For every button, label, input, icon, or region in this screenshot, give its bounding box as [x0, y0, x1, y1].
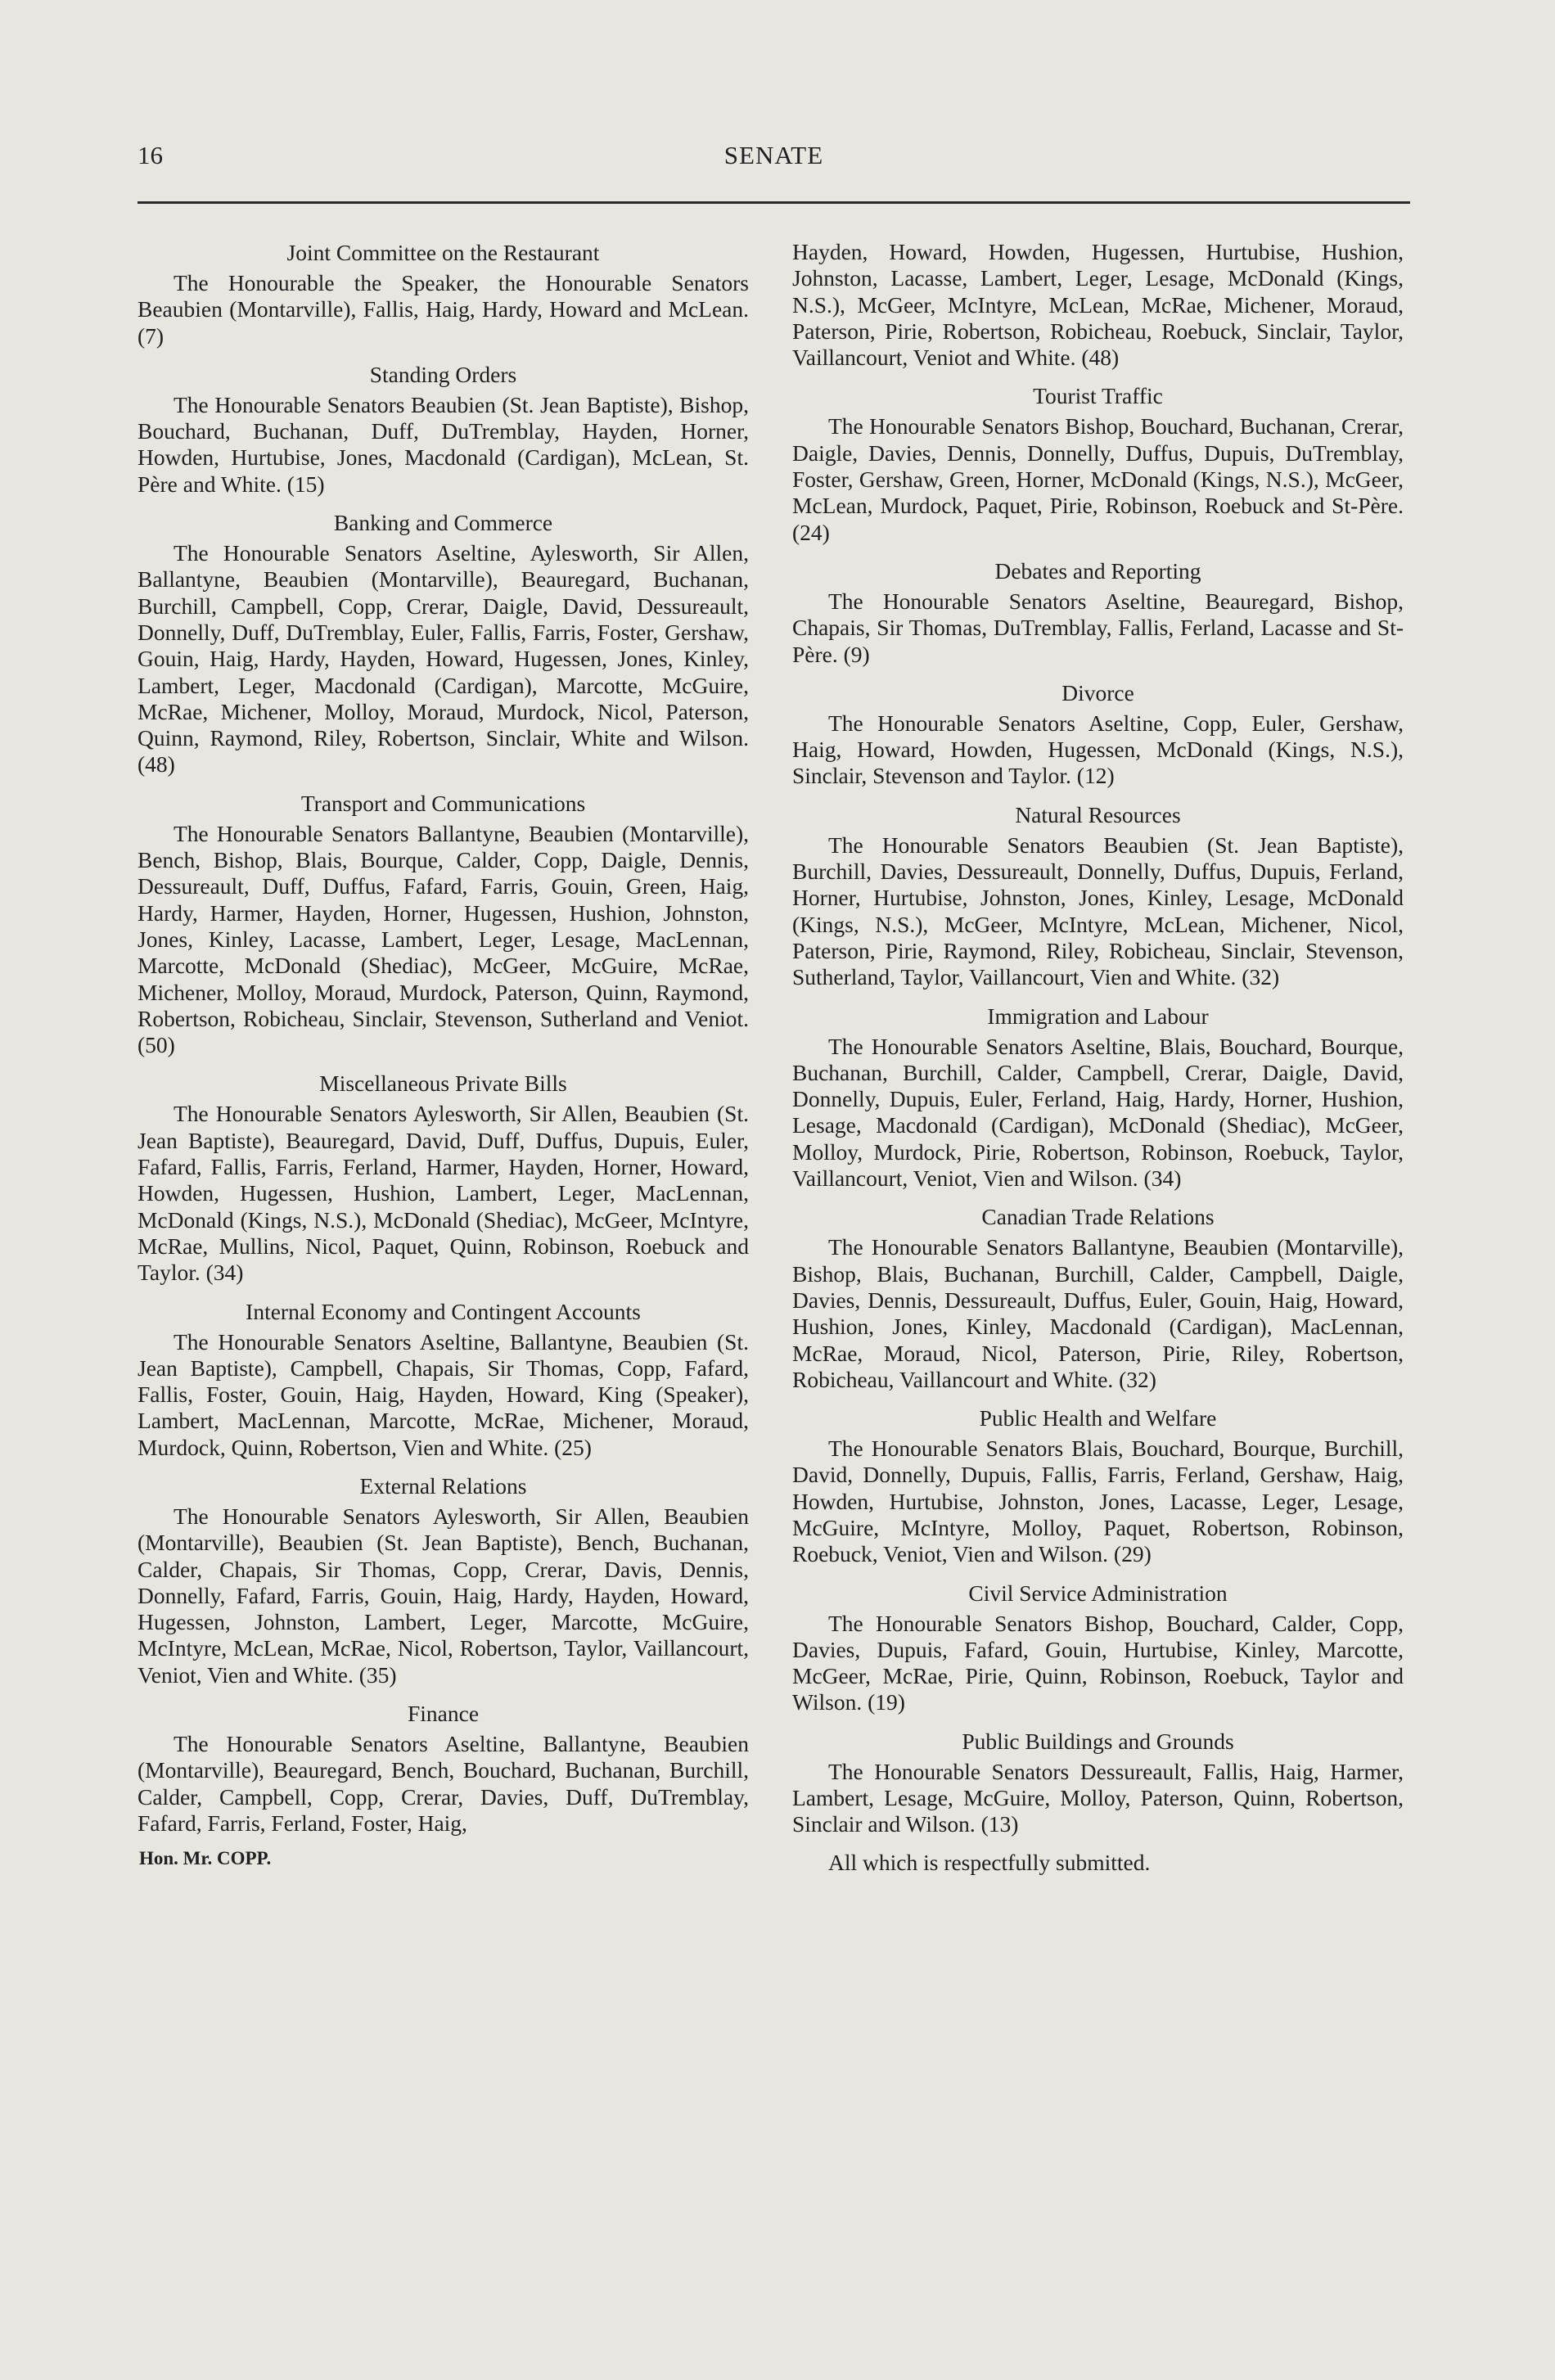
committee-members: The Honourable Senators Blais, Bouchard, Bourque, Burchill, David, Donnelly, Dupuis, Fallis, Farris, Ferland, Gershaw, Haig, Howden, Hurtubise, Johnston, Jones, Lacasse, Leger, Lesage, McGuire, McIntyre, Molloy, Paquet, Robertson, Robinson, Roebuck, Veniot, Vien and Wilson. (29) [792, 1436, 1404, 1567]
committee-title: Banking and Commerce [333, 510, 553, 536]
committee-title: Transport and Communications [300, 790, 586, 816]
committee-title: Public Health and Welfare [979, 1405, 1217, 1431]
page-header [137, 141, 1410, 190]
committee-title: Finance [407, 1701, 480, 1727]
committee-title: Civil Service Administration [968, 1580, 1228, 1606]
committee-members: The Honourable the Speaker, the Honourable Senators Beaubien (Montarville), Fallis, Haig, Hardy, Howard and McLean. (7) [137, 270, 749, 349]
committee-title: Miscellaneous Private Bills [319, 1071, 567, 1097]
signature: Hon. Mr. COPP. [139, 1848, 272, 1869]
committee-section [792, 557, 1404, 668]
committee-section [792, 1580, 1404, 1716]
header-rule [137, 201, 1410, 204]
committee-members: The Honourable Senators Bishop, Bouchard, Calder, Copp, Davies, Dupuis, Fafard, Gouin, Hurtubise, Kinley, Marcotte, McGeer, McRae, Pirie, Quinn, Robinson, Roebuck, Taylor and Wilson. (19) [792, 1610, 1404, 1715]
committee-section [137, 1298, 749, 1461]
committee-section [137, 239, 749, 349]
committee-section [792, 1003, 1404, 1192]
committee-title: Internal Economy and Contingent Accounts [246, 1298, 641, 1324]
committee-members: The Honourable Senators Beaubien (St. Jean Baptiste), Burchill, Davies, Dessureault, Donnelly, Duffus, Dupuis, Ferland, Horner, Hurtubise, Johnston, Jones, Kinley, Lesage, McDonald (Kings, N.S.), McGeer, McIntyre, McLean, Michener, Nicol, Paterson, Pirie, Raymond, Riley, Robicheau, Sinclair, Stevenson, Sutherland, Taylor, Vaillancourt, Vien and White. (32) [792, 832, 1404, 990]
committee-title: Standing Orders [369, 361, 517, 387]
committee-members: The Honourable Senators Dessureault, Fallis, Haig, Harmer, Lambert, Lesage, McGuire, Molloy, Paterson, Quinn, Robertson, Sinclair and Wilson. (13) [792, 1758, 1404, 1837]
running-head: SENATE [723, 141, 824, 169]
committee-section [137, 1472, 749, 1688]
committee-section [792, 679, 1404, 790]
closing-statement: All which is respectfully submitted. [828, 1849, 1151, 1875]
committee-members: The Honourable Senators Ballantyne, Beaubien (Montarville), Bishop, Blais, Buchanan, Burchill, Calder, Campbell, Daigle, Davies, Dennis, Dessureault, Duffus, Euler, Gouin, Haig, Howard, Hushion, Jones, Kinley, Macdonald (Cardigan), MacLennan, McRae, Moraud, Nicol, Paterson, Pirie, Riley, Robertson, Robicheau, Vaillancourt and White. (32) [792, 1234, 1404, 1392]
committee-title: Immigration and Labour [987, 1003, 1209, 1029]
committee-title: Canadian Trade Relations [981, 1204, 1215, 1230]
committee-section [137, 1070, 749, 1286]
committee-members: The Honourable Senators Aseltine, Copp, Euler, Gershaw, Haig, Howard, Howden, Hugessen, McDonald (Kings, N.S.), Sinclair, Stevenson and Taylor. (12) [792, 710, 1404, 789]
committee-members: The Honourable Senators Aseltine, Beauregard, Bishop, Chapais, Sir Thomas, DuTremblay, Fallis, Ferland, Lacasse and St-Père. (9) [792, 588, 1404, 667]
committee-title: Debates and Reporting [994, 557, 1201, 584]
left-column [137, 239, 749, 1869]
committee-members: The Honourable Senators Aseltine, Ballantyne, Beaubien (St. Jean Baptiste), Campbell, Chapais, Sir Thomas, Copp, Fafard, Fallis, Foster, Gouin, Haig, Hayden, Howard, King (Speaker), Lambert, MacLennan, Marcotte, McRae, Michener, Moraud, Murdock, Quinn, Robertson, Vien and White. (25) [137, 1328, 749, 1460]
committee-section [792, 239, 1404, 371]
committee-section [137, 509, 749, 778]
committee-title: Divorce [1061, 679, 1134, 705]
committee-title: External Relations [359, 1472, 527, 1499]
committee-section [137, 361, 749, 498]
committee-section [137, 1700, 749, 1837]
committee-section [792, 1203, 1404, 1393]
committee-members: The Honourable Senators Aseltine, Ballantyne, Beaubien (Montarville), Beauregard, Bench, Bouchard, Buchanan, Burchill, Calder, Campbell, Copp, Crerar, Davies, Duff, DuTremblay, Fafard, Farris, Ferland, Foster, Haig, [137, 1731, 749, 1836]
committee-members: The Honourable Senators Ballantyne, Beaubien (Montarville), Bench, Bishop, Blais, Bourque, Calder, Copp, Daigle, Dennis, Dessureault, Duff, Duffus, Fafard, Farris, Gouin, Green, Haig, Hardy, Harmer, Hayden, Horner, Hugessen, Hushion, Johnston, Jones, Kinley, Lacasse, Lambert, Leger, Lesage, MacLennan, Marcotte, McDonald (Shediac), McGeer, McGuire, McRae, Michener, Molloy, Moraud, Murdock, Paterson, Quinn, Raymond, Robertson, Robicheau, Sinclair, Stevenson, Sutherland and Veniot. (50) [137, 820, 749, 1058]
committee-members: Hayden, Howard, Howden, Hugessen, Hurtubise, Hushion, Johnston, Lacasse, Lambert, Leger, Lesage, McDonald (Kings, N.S.), McGeer, McIntyre, McLean, McRae, Michener, Moraud, Paterson, Pirie, Robertson, Robicheau, Roebuck, Sinclair, Taylor, Vaillancourt, Veniot and White. (48) [792, 239, 1404, 371]
committee-section [137, 790, 749, 1059]
committee-section [792, 801, 1404, 991]
committee-members: The Honourable Senators Aylesworth, Sir Allen, Beaubien (St. Jean Baptiste), Beauregard, David, Duff, Duffus, Dupuis, Euler, Fafard, Fallis, Farris, Ferland, Harmer, Hayden, Horner, Howard, Howden, Hugessen, Hushion, Lambert, Leger, MacLennan, McDonald (Kings, N.S.), McDonald (Shediac), McGeer, McIntyre, McRae, Mullins, Nicol, Paquet, Quinn, Robinson, Roebuck and Taylor. (34) [137, 1101, 749, 1286]
committee-title: Natural Resources [1015, 801, 1181, 827]
right-column [792, 239, 1404, 1876]
committee-section [792, 1728, 1404, 1838]
committee-title: Joint Committee on the Restaurant [286, 240, 600, 265]
committee-members: The Honourable Senators Aseltine, Aylesworth, Sir Allen, Ballantyne, Beaubien (Montarville), Beauregard, Buchanan, Burchill, Campbell, Copp, Crerar, Daigle, David, Dessureault, Donnelly, Duff, DuTremblay, Euler, Fallis, Farris, Foster, Gershaw, Gouin, Haig, Hardy, Hayden, Howard, Hugessen, Jones, Kinley, Lambert, Leger, Macdonald (Cardigan), Marcotte, McGuire, McRae, Michener, Molloy, Moraud, Murdock, Nicol, Paterson, Quinn, Raymond, Riley, Robertson, Sinclair, White and Wilson. (48) [137, 540, 749, 778]
committee-members: The Honourable Senators Bishop, Bouchard, Buchanan, Crerar, Daigle, Davies, Dennis, Donnelly, Duffus, Dupuis, DuTremblay, Foster, Gershaw, Green, Horner, McDonald (Kings, N.S.), McGeer, McLean, Murdock, Paquet, Pirie, Robinson, Roebuck and St-Père. (24) [792, 413, 1404, 545]
committee-title: Public Buildings and Grounds [962, 1728, 1234, 1754]
committee-section [792, 382, 1404, 545]
committee-members: The Honourable Senators Aylesworth, Sir Allen, Beaubien (Montarville), Beaubien (St. Jean Baptiste), Bench, Buchanan, Calder, Chapais, Sir Thomas, Copp, Crerar, Davis, Dennis, Donnelly, Fafard, Farris, Gouin, Haig, Hardy, Hayden, Howard, Hugessen, Johnston, Lambert, Leger, Marcotte, McGuire, McIntyre, McLean, McRae, Nicol, Robertson, Taylor, Vaillancourt, Veniot, Vien and White. (35) [137, 1503, 749, 1688]
committee-title: Tourist Traffic [1033, 383, 1163, 409]
committee-members: The Honourable Senators Aseltine, Blais, Bouchard, Bourque, Buchanan, Burchill, Calder, Campbell, Crerar, Daigle, David, Donnelly, Dupuis, Euler, Ferland, Haig, Hardy, Horner, Hushion, Lesage, Macdonald (Cardigan), McDonald (Shediac), McGeer, Molloy, Murdock, Pirie, Robertson, Robinson, Roebuck, Taylor, Vaillancourt, Veniot, Vien and Wilson. (34) [792, 1033, 1404, 1192]
committee-section [792, 1404, 1404, 1567]
committee-members: The Honourable Senators Beaubien (St. Jean Baptiste), Bishop, Bouchard, Buchanan, Duff, DuTremblay, Hayden, Horner, Howden, Hurtubise, Jones, Macdonald (Cardigan), McLean, St. Père and White. (15) [137, 391, 749, 497]
page-number: 16 [137, 141, 163, 169]
